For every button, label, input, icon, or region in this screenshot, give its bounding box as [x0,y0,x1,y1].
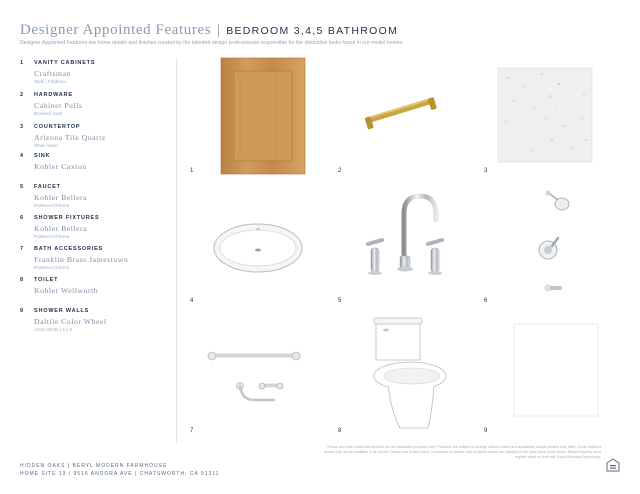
item-product: Arizona Tile Quartz [34,133,106,142]
item-number: 7 [20,246,24,252]
item-category: SHOWER WALLS [34,308,90,314]
page-description: Designer Appointed Features are home details and finishes curated by the talented design professionals responsible for the distinctive looks found in our model homes. [20,40,404,46]
grid-label: 9 [484,428,488,434]
footer-disclaimer: Photos and other materials depicted are for illustrative purposes only. Products are subject to change without notice and availability. Actual product may differ. Some features shown may not be available in all homes. Please see a New Home Consultant for details. Not all items shown are included in the base price of the home. Brokers/Agents must register client on first visit. Equal Housing Opportunity. [323,445,601,459]
item-product: Daltile Color Wheel [34,317,107,326]
grid-label: 4 [190,298,194,304]
white-tile-image [484,316,604,436]
item-category: COUNTERTOP [34,124,81,130]
item-category: SINK [34,153,51,159]
grid-label: 2 [338,168,342,174]
toilet-image [336,316,476,436]
product-cell-hardware [336,56,476,176]
quartz-sample-image [484,56,604,176]
product-cell-cabinet [186,56,326,176]
equal-housing-icon [606,458,620,472]
product-cell-shower-fixtures [484,186,604,306]
product-cell-shower-walls [484,316,604,436]
item-detail: Polished Chrome [34,234,70,239]
page-title: Designer Appointed Features [20,22,212,38]
grid-label: 6 [484,298,488,304]
item-number: 1 [20,60,24,66]
item-product: Kohler Bellera [34,224,88,233]
item-product: Kohler Wellworth [34,286,99,295]
grid-label: 7 [190,428,194,434]
item-number: 9 [20,308,24,314]
bath-accessories-image [186,316,326,436]
item-category: VANITY CABINETS [34,60,96,66]
item-detail: Arctic White | 4 x 6 [34,327,73,332]
footer-community: HIDDEN OAKS | BERYL MODERN FARMHOUSE [20,463,168,469]
product-cell-sink [186,186,326,306]
item-product: Franklin Brass Jamestown [34,255,129,264]
item-category: BATH ACCESSORIES [34,246,104,252]
item-number: 5 [20,184,24,190]
page-header [20,22,398,42]
item-number: 3 [20,124,24,130]
product-cell-faucet [336,186,476,306]
item-category: FAUCET [34,184,61,190]
item-number: 8 [20,277,24,283]
footer-homesite: HOME SITE 13 | 9516 ANDORA AVE | CHATSWORTH, CA 91311 [20,471,220,477]
item-product: Kohler Caxton [34,162,87,171]
product-cell-toilet [336,316,476,436]
item-detail: Brushed Gold [34,111,63,116]
page-subtitle: BEDROOM 3,4,5 BATHROOM [226,25,399,37]
item-category: HARDWARE [34,92,73,98]
item-detail: White Sand [34,143,58,148]
product-cell-bath-accessories [186,316,326,436]
grid-label: 1 [190,168,194,174]
grid-label: 3 [484,168,488,174]
item-detail: Style | Fabbrica [34,79,66,84]
column-divider [176,58,177,443]
cabinet-pull-image [336,56,476,176]
item-category: TOILET [34,277,59,283]
item-number: 6 [20,215,24,221]
item-detail: Polished Chrome [34,265,70,270]
grid-label: 5 [338,298,342,304]
footer-address [20,462,219,478]
shower-fixtures-image [484,186,604,306]
item-detail: Polished Chrome [34,203,70,208]
title-separator: | [217,22,221,38]
item-number: 2 [20,92,24,98]
grid-label: 8 [338,428,342,434]
item-category: SHOWER FIXTURES [34,215,100,221]
cabinet-door-image [186,56,326,176]
item-product: Kohler Bellera [34,193,88,202]
product-cell-countertop [484,56,604,176]
item-product: Cabinet Pulls [34,101,83,110]
faucet-image [336,186,476,306]
undermount-sink-image [186,186,326,306]
item-product: Craftsman [34,69,71,78]
item-number: 4 [20,153,24,159]
